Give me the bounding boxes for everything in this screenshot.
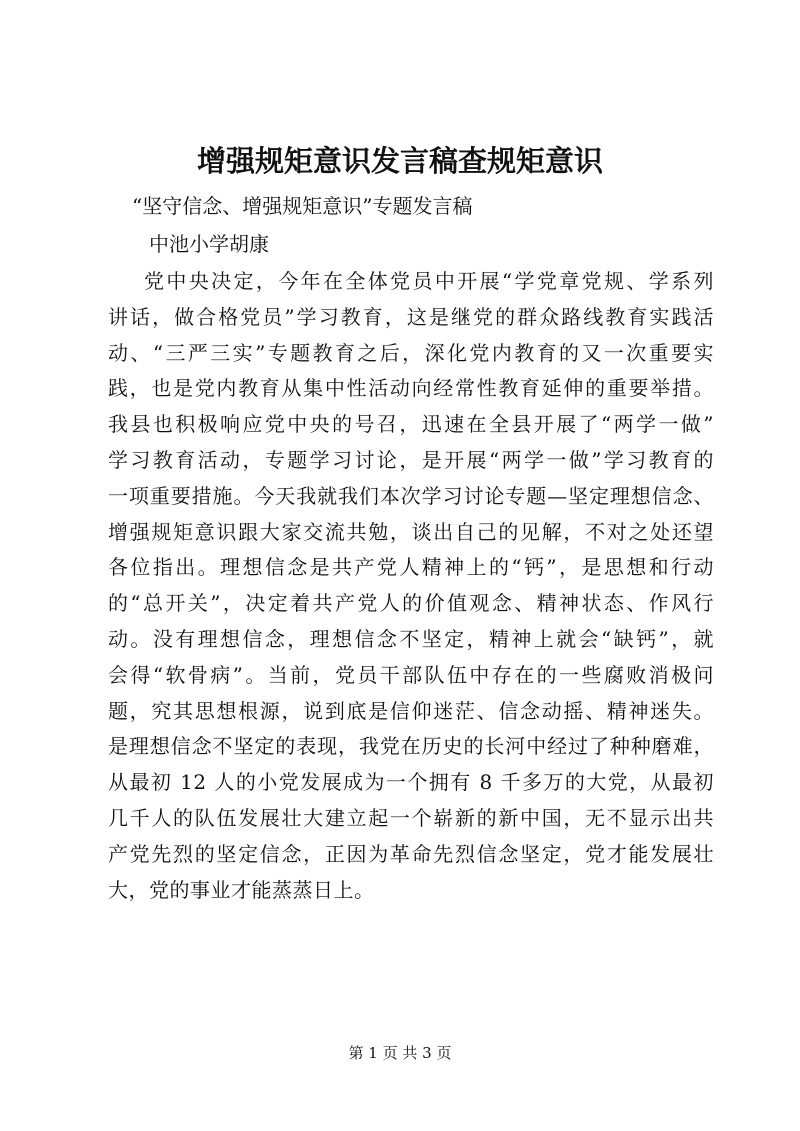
- body-line: 增强规矩意识跟大家交流共勉，谈出自己的见解，不对之处还望: [108, 519, 714, 544]
- body-line: 各位指出。理想信念是共产党人精神上的“钙”，是思想和行动: [108, 555, 714, 580]
- body-line: 产党先烈的坚定信念，正因为革命先烈信念坚定，党才能发展壮: [108, 841, 714, 866]
- body-line: 我县也积极响应党中央的号召，迅速在全县开展了“两学一做”: [108, 412, 714, 437]
- body-line: 学习教育活动，专题学习讨论，是开展“两学一做”学习教育的: [108, 447, 714, 472]
- body-line: 动、“三严三实”专题教育之后，深化党内教育的又一次重要实: [108, 340, 714, 365]
- body-line: 大，党的事业才能蒸蒸日上。: [108, 877, 375, 902]
- body-line: 题，究其思想根源，说到底是信仰迷茫、信念动摇、精神迷失。: [108, 698, 714, 723]
- body-line: 动。没有理想信念，理想信念不坚定，精神上就会“缺钙”，就: [108, 626, 714, 651]
- body-line: 讲话，做合格党员”学习教育，这是继党的群众路线教育实践活: [108, 304, 714, 329]
- body-line: 的“总开关”，决定着共产党人的价值观念、精神状态、作风行: [108, 591, 714, 616]
- document-title: 增强规矩意识发言稿查规矩意识: [196, 144, 603, 178]
- body-line: 一项重要措施。今天我就我们本次学习讨论专题—坚定理想信念、: [108, 483, 714, 508]
- body-line: 从最初 12 人的小党发展成为一个拥有 8 千多万的大党，从最初: [108, 770, 714, 795]
- body-line: 是理想信念不坚定的表现，我党在历史的长河中经过了种种磨难，: [108, 734, 714, 759]
- document-subtitle: “坚守信念、增强规矩意识”专题发言稿: [132, 194, 473, 218]
- body-line: 几千人的队伍发展壮大建立起一个崭新的新中国，无不显示出共: [108, 805, 714, 830]
- body-line: 会得“软骨病”。当前，党员干部队伍中存在的一些腐败消极问: [108, 662, 714, 687]
- author-line: 中池小学胡康: [149, 232, 269, 256]
- body-line: 践，也是党内教育从集中性活动向经常性教育延伸的重要举措。: [108, 376, 714, 401]
- body-paragraph: [108, 264, 714, 908]
- body-line: 党中央决定，今年在全体党员中开展“学党章党规、学系列: [144, 269, 714, 293]
- page-number: 第 1 页 共 3 页: [348, 1044, 452, 1062]
